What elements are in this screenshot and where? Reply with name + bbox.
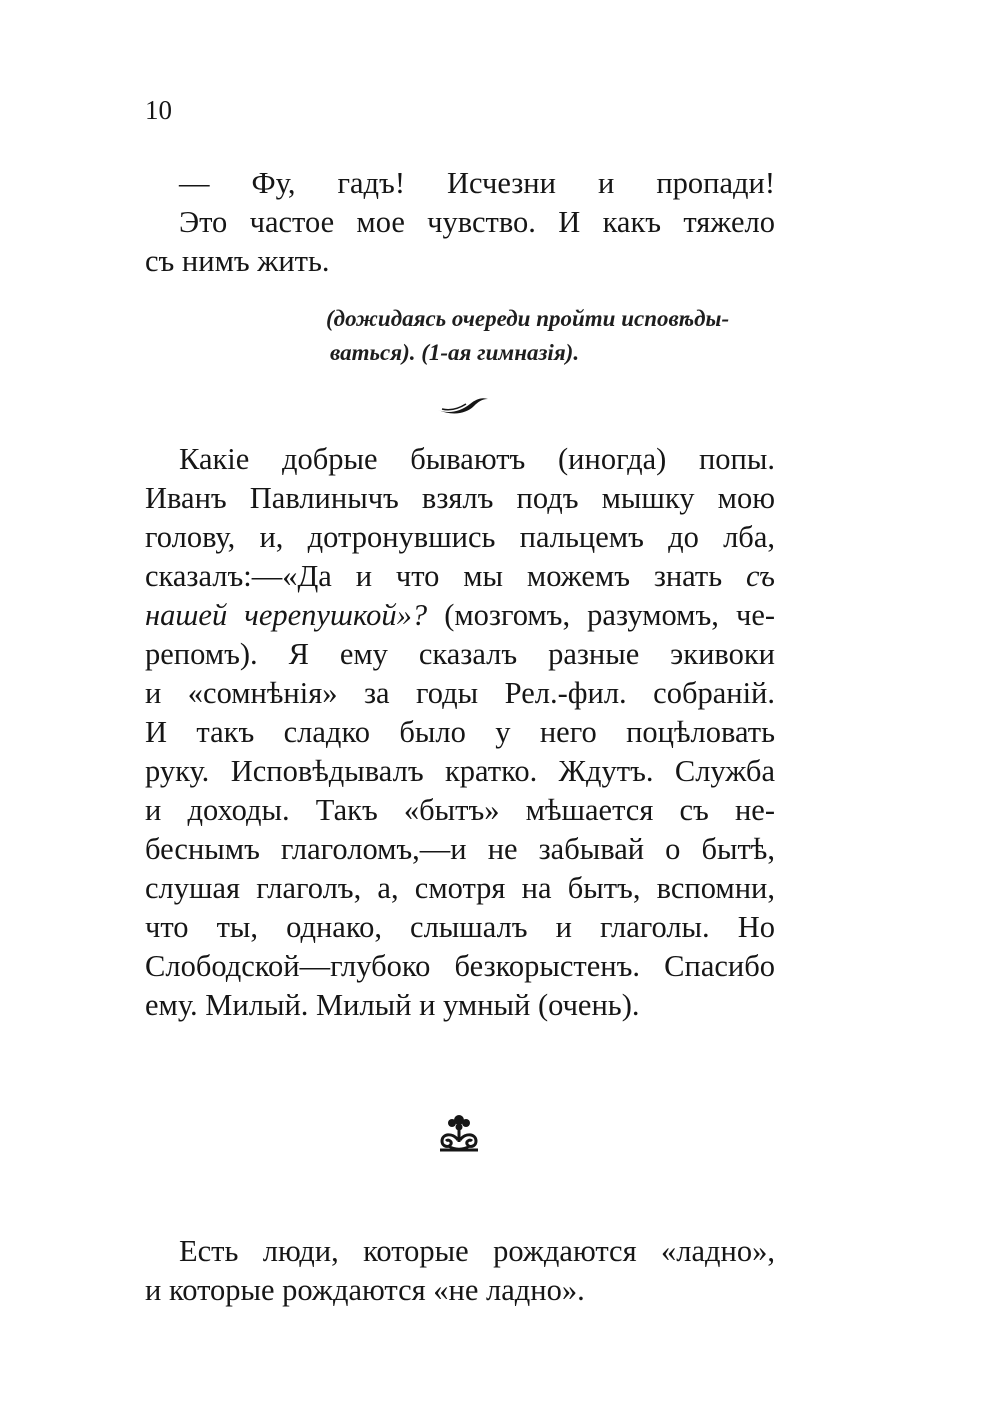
text-segment: сказалъ:—«Да и что мы можемъ знать <box>145 559 723 593</box>
text-line: и которые рождаются «не ладно». <box>145 1273 585 1307</box>
paragraph-3 <box>145 1232 775 1310</box>
paragraph-2 <box>145 440 775 1025</box>
source-note <box>326 302 776 370</box>
text-line: съ нимъ жить. <box>145 244 330 278</box>
text-line: что ты, однако, слышалъ и глаголы. Но <box>145 910 775 944</box>
text-line: Это частое мое чувство. И какъ тяжело <box>179 205 775 239</box>
text-line: репомъ). Я ему сказалъ разные экивоки <box>145 637 775 671</box>
text-line: Слободской—глубоко безкорыстенъ. Спасибо <box>145 949 775 983</box>
source-note-line: ваться). (1-ая гимназія). <box>330 340 580 365</box>
page-number: 10 <box>145 95 172 125</box>
text-line: и доходы. Такъ «бытъ» мѣшается съ не- <box>145 793 775 827</box>
text-line: Есть люди, которые рождаются «ладно», <box>179 1234 775 1268</box>
text-line: — Фу, гадъ! Исчезни и пропади! <box>179 166 775 200</box>
italic-text: съ <box>746 559 776 593</box>
text-line: Какіе добрые бываютъ (иногда) попы. <box>179 442 775 476</box>
text-line: и «сомнѣнія» за годы Рел.-фил. собраній. <box>145 676 775 710</box>
text-line: беснымъ глаголомъ,—и не забывай о бытѣ, <box>145 832 775 866</box>
paragraph-1 <box>145 164 775 281</box>
text-line: руку. Исповѣдывалъ кратко. Ждутъ. Служба <box>145 754 775 788</box>
text-segment: (мозгомъ, разумомъ, че- <box>444 598 776 632</box>
italic-text: нашей черепушкой»? <box>145 598 428 632</box>
text-line: И такъ сладко было у него поцѣловать <box>145 715 775 749</box>
flower-ornament-icon <box>436 1110 482 1156</box>
text-line <box>145 596 775 635</box>
text-line: слушая глаголъ, а, смотря на бытъ, вспомни, <box>145 871 775 905</box>
text-line <box>145 557 775 596</box>
text-line: голову, и, дотронувшись пальцемъ до лба, <box>145 520 775 554</box>
source-note-line: (дожидаясь очереди пройти исповѣды- <box>326 306 730 331</box>
swash-ornament-icon <box>436 392 490 416</box>
text-line: ему. Милый. Милый и умный (очень). <box>145 988 640 1022</box>
text-line: Иванъ Павлинычъ взялъ подъ мышку мою <box>145 481 775 515</box>
